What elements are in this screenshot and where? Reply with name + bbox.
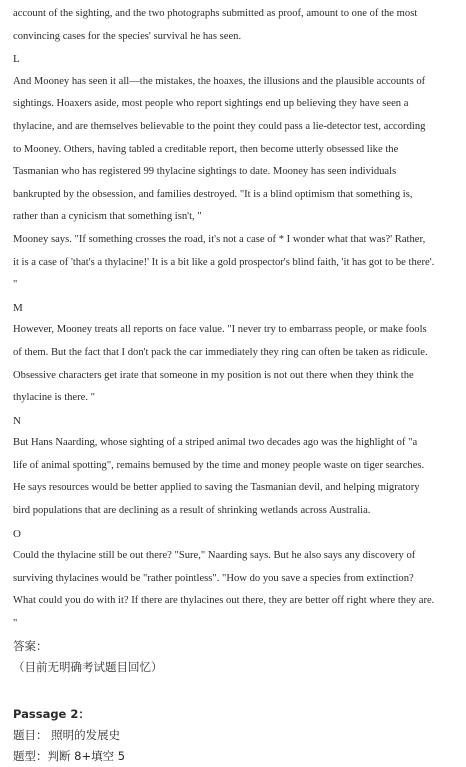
paragraph-letter-n: N bbox=[13, 414, 21, 427]
paragraph-m bbox=[13, 319, 459, 409]
answer-note: （目前无明确考试题目回忆） bbox=[13, 659, 163, 674]
text-line: life of animal spotting", remains bemused by the time and money people waste on tiger searches. bbox=[13, 459, 425, 471]
paragraph-letter-o: O bbox=[13, 527, 21, 540]
text-line: What could you do with it? If there are thylacines out there, they are better off right where they are. bbox=[13, 595, 435, 607]
text-line: thylacine, and are themselves believable to the point they could pass a lie-detector test, according bbox=[13, 120, 426, 132]
spacer bbox=[13, 678, 459, 704]
text-line: " bbox=[13, 279, 18, 291]
text-line: Mooney says. "If something crosses the road, it's not a case of * I wonder what that was?' Rather, bbox=[13, 233, 426, 245]
text-line: sightings. Hoaxers aside, most people who report sightings end up believing they have seen a bbox=[13, 98, 409, 110]
text-line: Obsessive characters get irate that someone in my position is not out there when they think the bbox=[13, 369, 414, 381]
paragraph-n bbox=[13, 432, 459, 522]
text-line: thylacine is there. " bbox=[13, 392, 95, 404]
text-line: Tasmanian who has registered 99 thylacine sightings to date. Mooney has seen individuals bbox=[13, 166, 397, 178]
text-line: of them. But the fact that I don't pack the car immediately they ring can often be taken as ridicule. bbox=[13, 346, 428, 358]
text-line: convincing cases for the species' survival he has seen. bbox=[13, 30, 242, 42]
paragraph-l bbox=[13, 71, 459, 297]
text-line: bird populations that are declining as a result of shrinking wetlands across Australia. bbox=[13, 505, 371, 517]
answer-label: 答案： bbox=[13, 638, 48, 653]
text-line: account of the sighting, and the two photographs submitted as proof, amount to one of the most bbox=[13, 8, 418, 19]
paragraph-o bbox=[13, 545, 459, 635]
text-line: surviving thylacines would be "rather pointless". "How do you save a species from extinction? bbox=[13, 572, 414, 584]
text-line: However, Mooney treats all reports on face value. "I never try to embarrass people, or make fools bbox=[13, 324, 427, 336]
text-line: Could the thylacine still be out there? "Sure," Naarding says. But he also says any discovery of bbox=[13, 550, 416, 562]
passage2-type: 题型：判断 8+填空 5 bbox=[13, 748, 126, 763]
text-line: And Mooney has seen it all—the mistakes, the hoaxes, the illusions and the plausible accounts of bbox=[13, 75, 426, 87]
paragraph-letter-m: M bbox=[13, 301, 23, 314]
text-line: rather than a cynicism that something isn't, " bbox=[13, 211, 202, 223]
text-line: to Mooney. Others, having tabled a creditable report, then become utterly obsessed like the bbox=[13, 143, 399, 155]
paragraph-letter-l: L bbox=[13, 53, 20, 66]
document-page bbox=[13, 3, 459, 767]
text-line: it is a case of 'that's a thylacine!' It is a bit like a gold prospector's blind faith, 'it has got to be there'. bbox=[13, 256, 435, 268]
paragraph-k-tail bbox=[13, 3, 459, 48]
text-line: He says resources would be better applied to saving the Tasmanian devil, and helping migratory bbox=[13, 482, 420, 494]
text-line: " bbox=[13, 618, 18, 630]
passage2-title: 题目： 照明的发展史 bbox=[13, 727, 121, 742]
passage2-heading: Passage 2： bbox=[13, 706, 90, 721]
text-line: But Hans Naarding, whose sighting of a striped animal two decades ago was the highlight of "a bbox=[13, 437, 418, 449]
text-line: bankrupted by the obsession, and families destroyed. "It is a blind optimism that something is, bbox=[13, 188, 413, 200]
